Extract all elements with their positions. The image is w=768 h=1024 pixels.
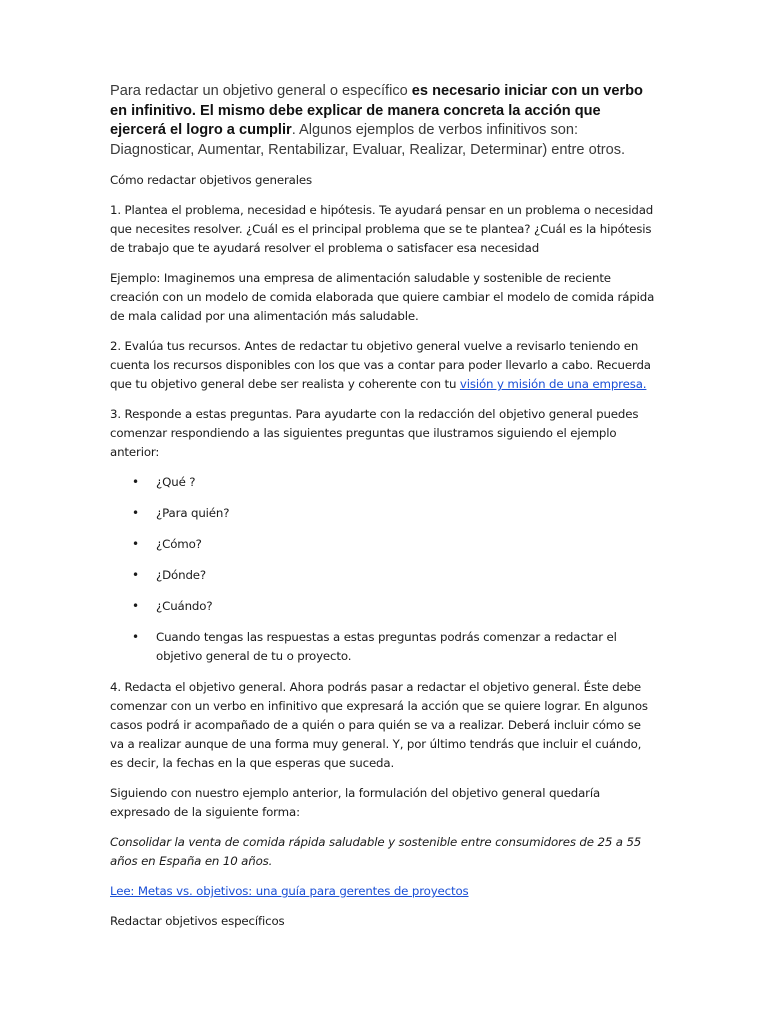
continuation-paragraph: Siguiendo con nuestro ejemplo anterior, la formulación del objetivo general quedaría expresado de la siguiente forma: <box>110 786 601 819</box>
list-item-text: ¿Cómo? <box>156 537 202 551</box>
questions-list <box>110 473 655 666</box>
step-4-paragraph: 4. Redacta el objetivo general. Ahora podrás pasar a redactar el objetivo general. Éste debe comenzar con un verbo en infinitivo que expresará la acción que se quiere lograr. En algunos casos podrá ir acompañado de a quién o para quién se va a realizar. Deberá incluir cómo se va a realizar aunque de una forma muy general. Y, por último tendrás que incluir el cuándo, es decir, la fechas en la que esperas que suceda. <box>110 680 648 770</box>
bullet-icon: • <box>132 599 139 613</box>
list-item-text: ¿Dónde? <box>156 568 206 582</box>
goals-vs-objectives-link[interactable]: Lee: Metas vs. objetivos: una guía para gerentes de proyectos <box>110 884 469 898</box>
example-paragraph: Ejemplo: Imaginemos una empresa de alimentación saludable y sostenible de reciente creación con un modelo de comida elaborada que quiere cambiar el modelo de comida rápida de mala calidad por una alimentación más saludable. <box>110 271 655 323</box>
list-item-text: Cuando tengas las respuestas a estas preguntas podrás comenzar a redactar el objetivo general de tu o proyecto. <box>156 630 617 663</box>
list-item <box>110 566 655 585</box>
list-item <box>110 628 655 666</box>
document-page <box>110 82 655 942</box>
bullet-icon: • <box>132 506 139 520</box>
bullet-icon: • <box>132 568 139 582</box>
heading-specific-objectives: Redactar objetivos específicos <box>110 914 285 928</box>
step-2-paragraph <box>110 337 655 394</box>
step-1-paragraph: 1. Plantea el problema, necesidad e hipótesis. Te ayudará pensar en un problema o necesidad que necesites resolver. ¿Cuál es el principal problema que se te plantea? ¿Cuál es la hipótesis de trabajo que te ayudará resolver el problema o satisfacer esa necesidad <box>110 203 654 255</box>
bullet-icon: • <box>132 475 139 489</box>
heading-general-objectives: Cómo redactar objetivos generales <box>110 173 312 187</box>
bullet-icon: • <box>132 537 139 551</box>
list-item <box>110 504 655 523</box>
list-item-text: ¿Qué ? <box>156 475 196 489</box>
read-link-paragraph <box>110 882 655 901</box>
list-item-text: ¿Para quién? <box>156 506 230 520</box>
intro-text-start: Para redactar un objetivo general o específico <box>110 83 412 99</box>
intro-text-end: . Algunos ejemplos de verbos infinitivos son: Diagnosticar, Aumentar, Rentabilizar, Evaluar, Realizar, Determinar) entre otros. <box>110 122 626 158</box>
vision-mission-link[interactable]: visión y misión de una empresa. <box>459 377 647 391</box>
intro-bold-text: es necesario iniciar con un verbo en infinitivo. El mismo debe explicar de manera concreta la acción que ejercerá el logro a cumplir <box>110 83 643 138</box>
list-item-text: ¿Cuándo? <box>156 599 213 613</box>
step-2-text: 2. Evalúa tus recursos. Antes de redactar tu objetivo general vuelve a revisarlo teniendo en cuenta los recursos disponibles con los que vas a contar para poder llevarlo a cabo. Recuerda que tu objetivo general debe ser realista y coherente con tu <box>110 339 651 391</box>
bullet-icon: • <box>132 630 139 644</box>
objective-example-paragraph: Consolidar la venta de comida rápida saludable y sostenible entre consumidores de 25 a 55 años en España en 10 años. <box>110 835 642 868</box>
list-item <box>110 473 655 492</box>
list-item <box>110 597 655 616</box>
list-item <box>110 535 655 554</box>
step-3-paragraph: 3. Responde a estas preguntas. Para ayudarte con la redacción del objetivo general puedes comenzar respondiendo a las siguientes preguntas que ilustramos siguiendo el ejemplo anterior: <box>110 407 639 459</box>
intro-paragraph <box>110 82 655 160</box>
